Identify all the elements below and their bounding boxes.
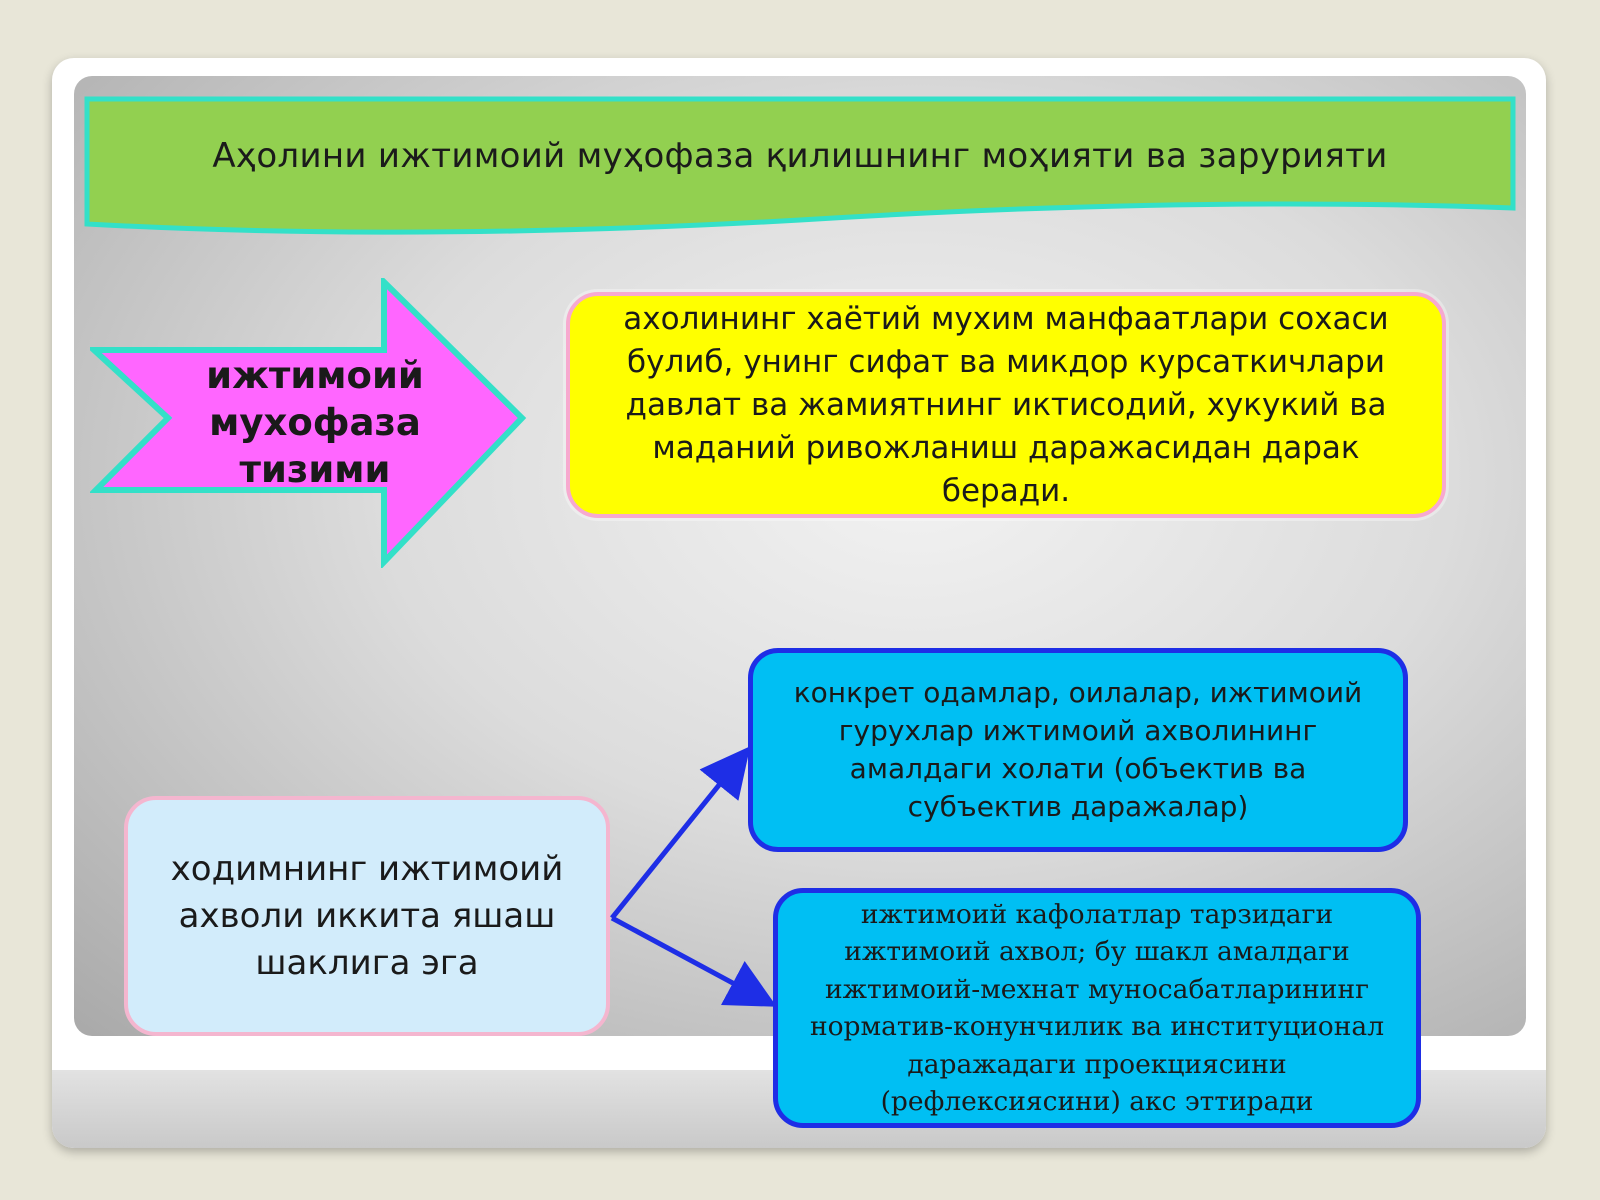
title-banner	[84, 96, 1516, 244]
worker-status-box	[124, 796, 610, 1036]
definition-box	[566, 292, 1446, 518]
worker-status-text: ходимнинг ижтимоий ахволи иккита яшаш шаклига эга	[170, 848, 564, 983]
page-title: Аҳолини ижтимоий муҳофаза қилишнинг моҳияти ва зарурияти	[212, 136, 1388, 176]
actual-state-text: конкрет одамлар, оилалар, ижтимоий гурухлар ижтимоий ахволининг амалдаги холати (объектив ва субъектив даражалар)	[793, 676, 1363, 823]
definition-text: ахолининг хаётий мухим манфаатлари сохаси булиб, унинг сифат ва микдор курсаткичлари давлат ва жамиятнинг иктисодий, хукукий ва маданий ривожланиш даражасидан дарак беради.	[623, 300, 1389, 509]
arrow-label: ижтимоий мухофаза тизими	[206, 354, 424, 491]
actual-state-box	[748, 648, 1408, 852]
guarantee-form-text: ижтимоий кафолатлар тарзидаги ижтимоий ахвол; бу шакл амалдаги ижтимоий-мехнат муносабатларининг норматив-конунчилик ва институционал даражадаги проекциясини (рефлексиясини) акс эттиради	[809, 898, 1385, 1117]
guarantee-form-box	[773, 888, 1421, 1128]
